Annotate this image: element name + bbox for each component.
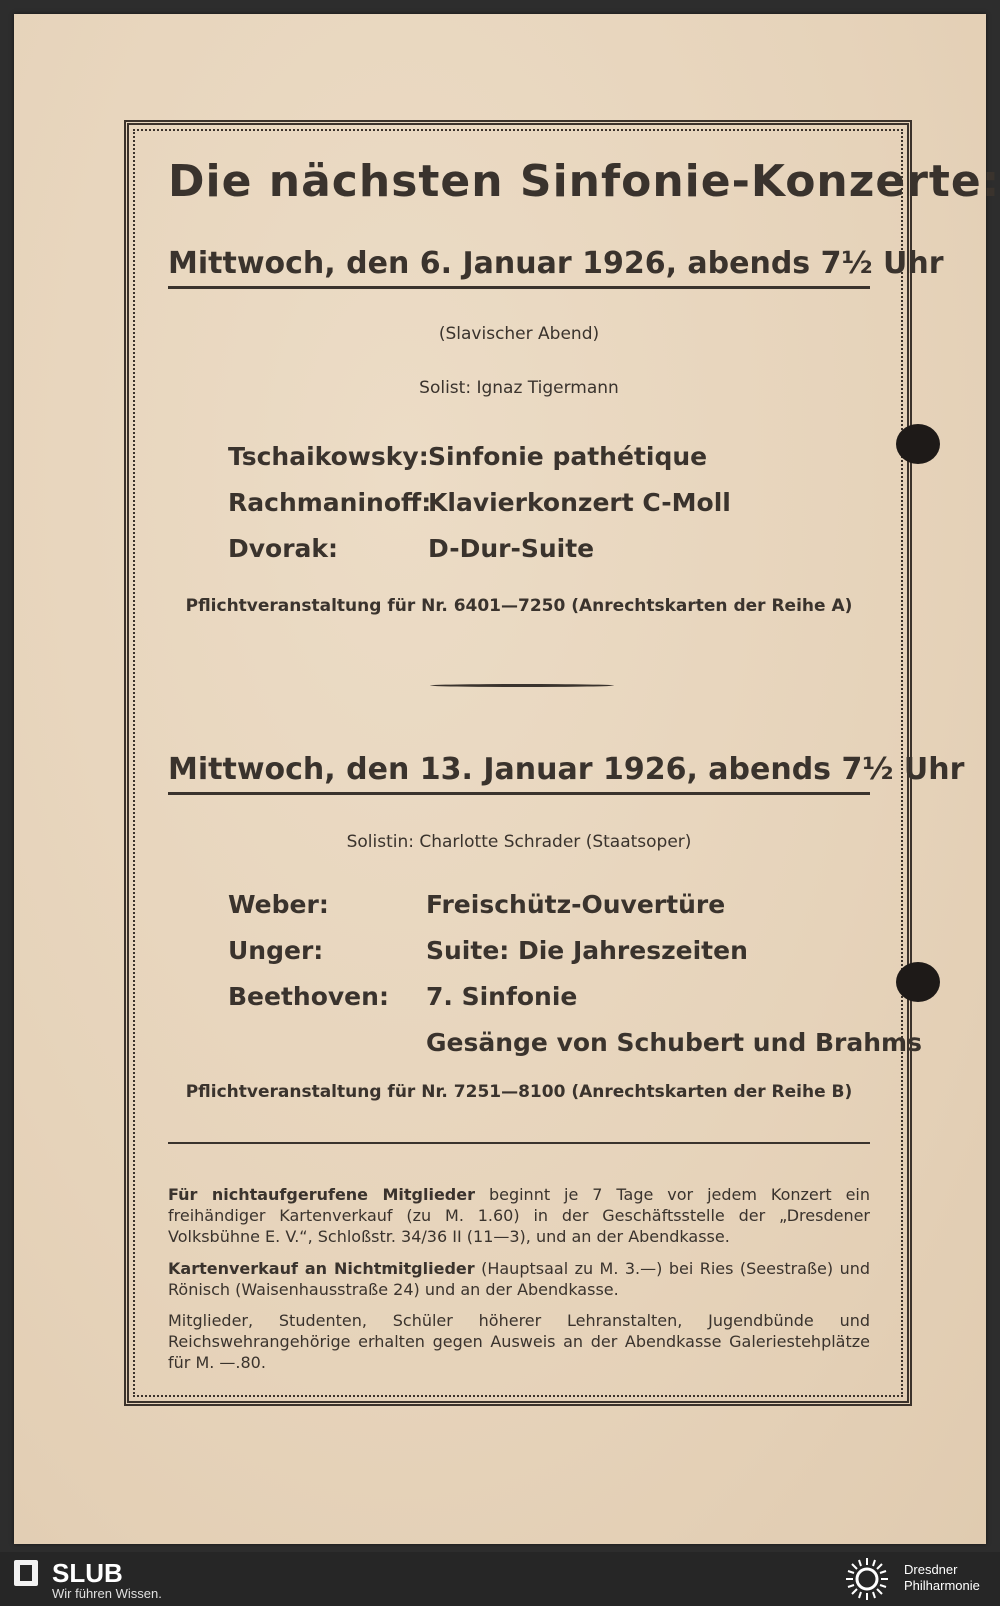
partner-line: Philharmonie <box>904 1578 980 1593</box>
program-row <box>228 1028 922 1068</box>
note-text: Mitglieder, Studenten, Schüler höherer Lehranstalten, Jugendbünde und Reichswehrangehörige erhalten gegen Ausweis an der Abendkasse Galeriestehplätze für M. —.80. <box>168 1311 870 1372</box>
composer: Rachmaninoff: <box>228 488 432 517</box>
work: Klavierkonzert C-Moll <box>428 488 731 517</box>
library-name: SLUB <box>52 1558 123 1588</box>
footer-bar <box>0 1552 1000 1606</box>
concert-1-soloist: Solist: Ignaz Tigermann <box>419 378 619 398</box>
note-text: beginnt je 7 Tage vor jedem Konzert ein freihändiger Kartenverkauf (zu M. 1.60) in der Geschäftsstelle der „Dresdener Volksbühne E. V.“, Schloßstr. 34/36 II (11—3), und an der Abendkasse. <box>168 1185 871 1246</box>
note-text: (Hauptsaal zu M. 3.—) bei Ries (Seestraße) und Rönisch (Waisenhausstraße 24) und an der Abendkasse. <box>168 1259 871 1299</box>
page-title: Die nächsten Sinfonie-Konzerte: <box>168 156 1000 207</box>
program-row <box>228 890 888 930</box>
sunburst-icon <box>844 1556 890 1602</box>
note-emphasis: Für nichtaufgerufene Mitglieder <box>168 1185 475 1204</box>
concert-1-date: Mittwoch, den 6. Januar 1926, abends 7½ Uhr <box>168 246 870 289</box>
work: Freischütz-Ouvertüre <box>426 890 726 919</box>
concert-1-obligation: Pflichtveranstaltung für Nr. 6401—7250 (Anrechtskarten der Reihe A) <box>185 596 853 616</box>
concert-2-date: Mittwoch, den 13. Januar 1926, abends 7½ Uhr <box>168 752 870 795</box>
punch-hole <box>896 424 940 464</box>
composer: Dvorak: <box>228 534 339 563</box>
library-tagline: Wir führen Wissen. <box>52 1586 162 1601</box>
note-paragraph <box>168 1310 870 1373</box>
concert-2-soloist: Solistin: Charlotte Schrader (Staatsoper) <box>346 832 692 852</box>
composer: Unger: <box>228 936 324 965</box>
work: Gesänge von Schubert und Brahms <box>426 1028 922 1057</box>
program-row <box>228 936 888 976</box>
composer: Beethoven: <box>228 982 389 1011</box>
concert-2-obligation: Pflichtveranstaltung für Nr. 7251—8100 (Anrechtskarten der Reihe B) <box>185 1082 853 1102</box>
work: D-Dur-Suite <box>428 534 595 563</box>
book-icon <box>14 1560 38 1586</box>
program-row <box>228 982 888 1022</box>
partner-name <box>904 1562 980 1594</box>
concert-1-subtitle: (Slavischer Abend) <box>438 324 600 344</box>
punch-hole <box>896 962 940 1002</box>
composer: Weber: <box>228 890 329 919</box>
horizontal-rule <box>168 1142 870 1144</box>
program-row <box>228 488 888 528</box>
note-emphasis: Kartenverkauf an Nichtmitglieder <box>168 1259 475 1278</box>
work: Sinfonie pathétique <box>428 442 708 471</box>
program-row <box>228 442 888 482</box>
work: Suite: Die Jahreszeiten <box>426 936 748 965</box>
program-row <box>228 534 888 574</box>
note-paragraph <box>168 1258 870 1300</box>
work: 7. Sinfonie <box>426 982 578 1011</box>
section-divider <box>430 684 614 687</box>
partner-line: Dresdner <box>904 1562 958 1577</box>
note-paragraph <box>168 1184 870 1247</box>
composer: Tschaikowsky: <box>228 442 429 471</box>
